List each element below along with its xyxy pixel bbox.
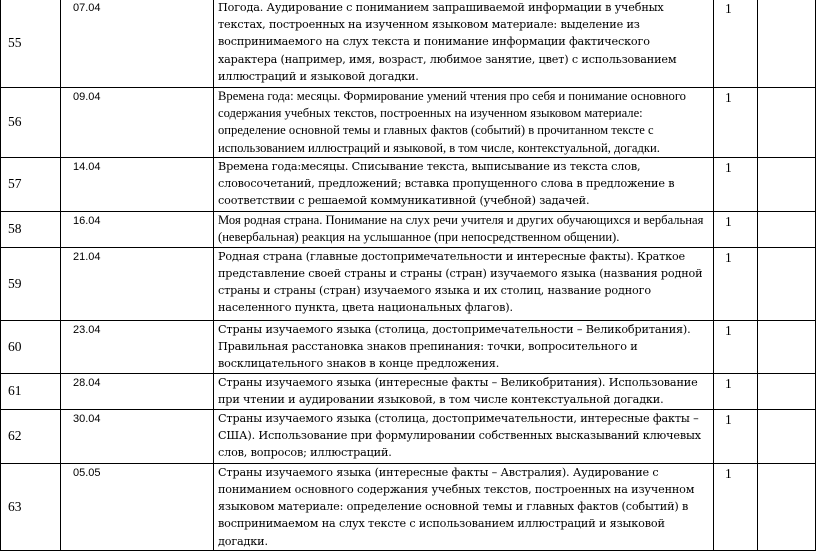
lesson-hours: 1 [714,88,758,158]
empty-cell [758,409,816,463]
empty-cell [758,247,816,320]
empty-cell [758,88,816,158]
lesson-hours: 1 [714,157,758,211]
lesson-topic: Родная страна (главные достопримечательности и интересные факты). Краткое представление своей страны и страны (стран) изучаемого языка (названия родной страны и страны (стран) изучаемого языка и их столиц, название родного населенного пункта, цвета национальных флагов). [214,247,714,320]
lesson-date: 14.04 [61,157,214,211]
empty-cell [758,320,816,373]
lesson-date: 30.04 [61,409,214,463]
lesson-number: 55 [1,0,61,88]
lesson-hours: 1 [714,320,758,373]
lesson-number: 62 [1,409,61,463]
empty-cell [758,373,816,409]
table-row [1,0,816,88]
lesson-date: 16.04 [61,211,214,247]
table-row [1,247,816,320]
lesson-topic: Времена года:месяцы. Списывание текста, выписывание из текста слов, словосочетаний, предложений; вставка пропущенного слова в предложение в соответствии с решаемой коммуникативной (учебной) задачей. [214,157,714,211]
lesson-number: 63 [1,463,61,550]
lesson-hours: 1 [714,211,758,247]
lesson-hours: 1 [714,373,758,409]
table-row [1,409,816,463]
lesson-topic: Времена года: месяцы. Формирование умений чтения про себя и понимание основного содержания учебных текстов, построенных на изученном языковом материале: определение основной темы и главных фактов (событий) в прочитанном тексте с использованием иллюстраций и языковой, в том числе, контекстуальной, догадки. [214,88,714,158]
lesson-date: 05.05 [61,463,214,550]
lesson-topic: Моя родная страна. Понимание на слух речи учителя и других обучающихся и вербальная (невербальная) реакция на услышанное (при непосредственном общении). [214,211,714,247]
lesson-date: 23.04 [61,320,214,373]
lesson-topic: Страны изучаемого языка (интересные факты – Великобритания). Использование при чтении и аудировании языковой, в том числе контекстуальной догадки. [214,373,714,409]
empty-cell [758,463,816,550]
lesson-number: 57 [1,157,61,211]
lesson-hours: 1 [714,463,758,550]
lesson-date: 09.04 [61,88,214,158]
lesson-topic: Погода. Аудирование с пониманием запрашиваемой информации в учебных текстах, построенных на изученном языковом материале: выделение из воспринимаемого на слух текста и понимание информации фактического характера (например, имя, возраст, любимое занятие, цвет) с использованием иллюстраций и языковой догадки. [214,0,714,88]
lesson-number: 59 [1,247,61,320]
lesson-hours: 1 [714,247,758,320]
lesson-date: 21.04 [61,247,214,320]
lesson-number: 60 [1,320,61,373]
lesson-topic: Страны изучаемого языка (столица, достопримечательности, интересные факты – США). Использование при формулировании собственных высказываний ключевых слов, вопросов; иллюстраций. [214,409,714,463]
table-row [1,88,816,158]
lesson-topic: Страны изучаемого языка (интересные факты – Австралия). Аудирование с пониманием основного содержания учебных текстов, построенных на изученном языковом материале: определение основной темы и главных фактов (событий) в воспринимаемом на слух тексте с использованием иллюстраций и языковой догадки. [214,463,714,550]
table-row [1,373,816,409]
lesson-date: 28.04 [61,373,214,409]
table-row [1,157,816,211]
table-row [1,211,816,247]
lesson-hours: 1 [714,409,758,463]
empty-cell [758,157,816,211]
lesson-hours: 1 [714,0,758,88]
lesson-number: 56 [1,88,61,158]
lesson-number: 58 [1,211,61,247]
empty-cell [758,0,816,88]
table-row [1,320,816,373]
table-row [1,463,816,550]
lesson-date: 07.04 [61,0,214,88]
lesson-number: 61 [1,373,61,409]
lesson-topic: Страны изучаемого языка (столица, достопримечательности – Великобритания). Правильная расстановка знаков препинания: точки, вопросительного и восклицательного знаков в конце предложения. [214,320,714,373]
empty-cell [758,211,816,247]
